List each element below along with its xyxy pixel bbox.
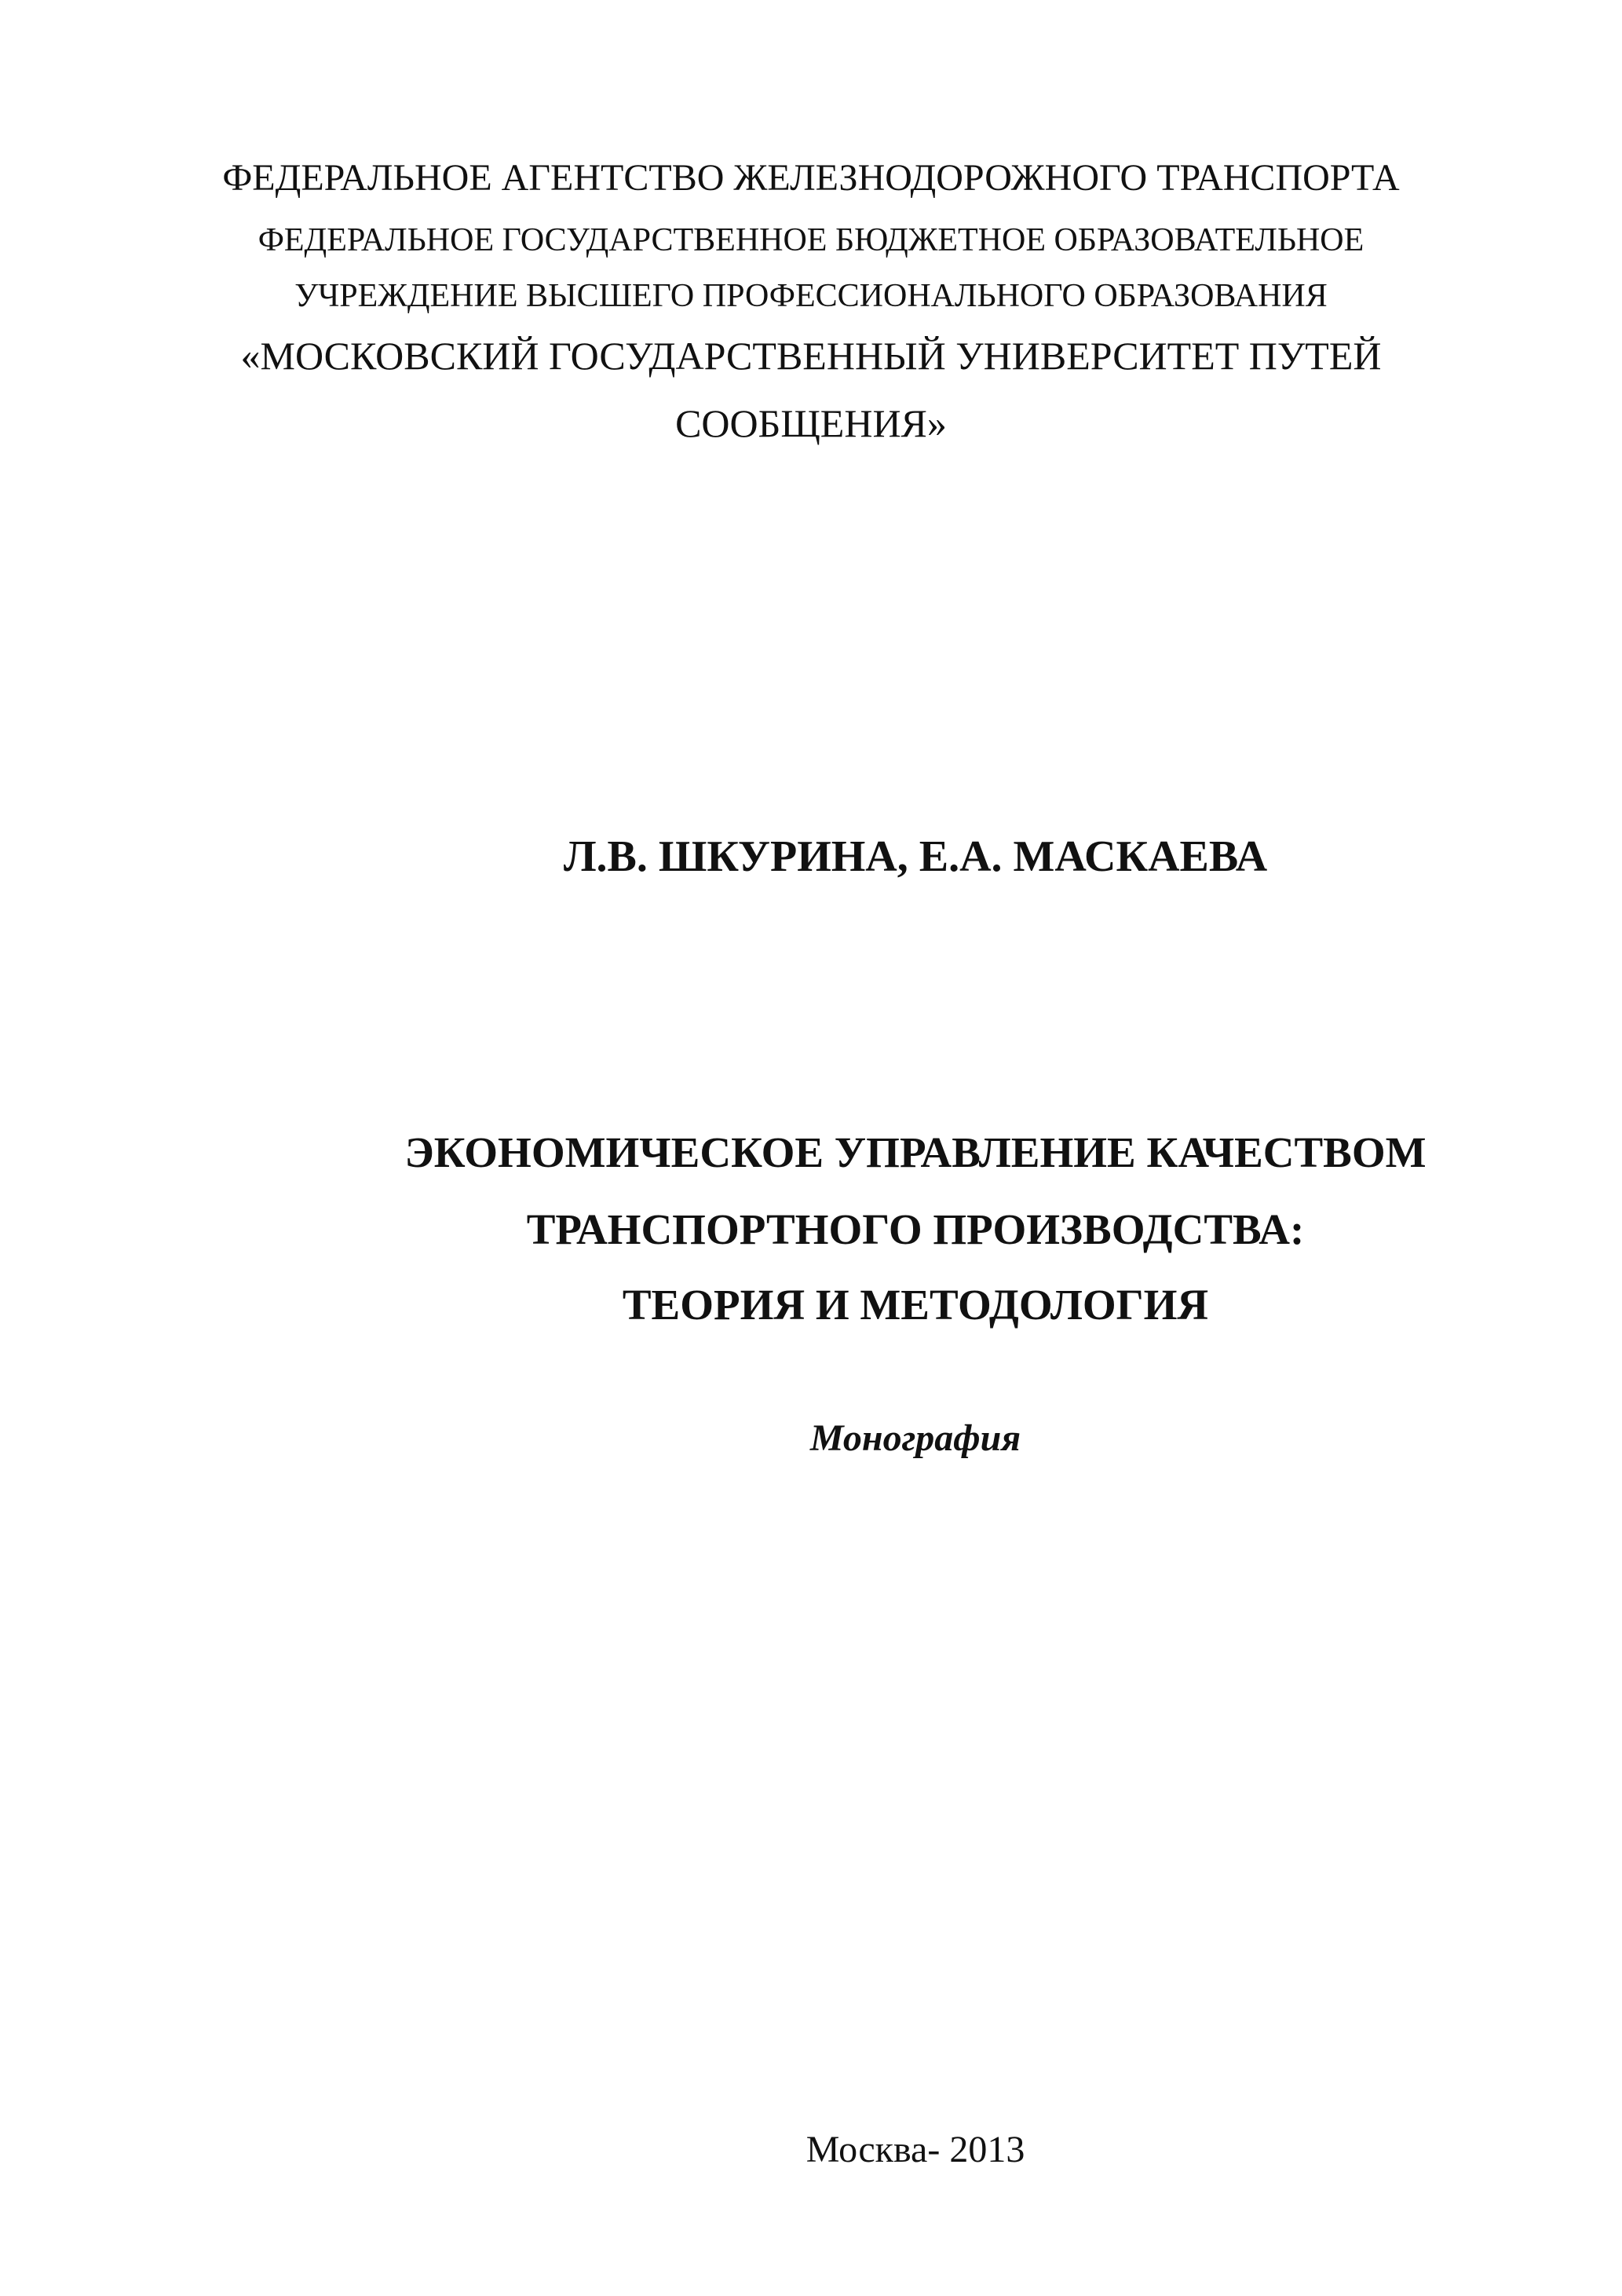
book-title-line-2: ТРАНСПОРТНОГО ПРОИЗВОДСТВА: <box>526 1205 1305 1253</box>
institution-line-2: УЧРЕЖДЕНИЕ ВЫСШЕГО ПРОФЕССИОНАЛЬНОГО ОБРАЗОВАНИЯ <box>294 278 1328 314</box>
authors: Л.В. ШКУРИНА, Е.А. МАСКАЕВА <box>563 832 1268 881</box>
institution-line-1: ФЕДЕРАЛЬНОЕ ГОСУДАРСТВЕННОЕ БЮДЖЕТНОЕ ОБРАЗОВАТЕЛЬНОЕ <box>258 222 1364 258</box>
university-line-1: «МОСКОВСКИЙ ГОСУДАРСТВЕННЫЙ УНИВЕРСИТЕТ ПУТЕЙ <box>240 334 1382 378</box>
agency-name: ФЕДЕРАЛЬНОЕ АГЕНТСТВО ЖЕЛЕЗНОДОРОЖНОГО ТРАНСПОРТА <box>222 157 1400 199</box>
publication-genre: Монография <box>809 1417 1021 1459</box>
place-and-year: Москва- 2013 <box>806 2129 1025 2170</box>
book-title-line-1: ЭКОНОМИЧЕСКОЕ УПРАВЛЕНИЕ КАЧЕСТВОМ <box>404 1128 1427 1176</box>
university-line-2: СООБЩЕНИЯ» <box>675 401 947 445</box>
book-title-line-3: ТЕОРИЯ И МЕТОДОЛОГИЯ <box>622 1281 1209 1329</box>
